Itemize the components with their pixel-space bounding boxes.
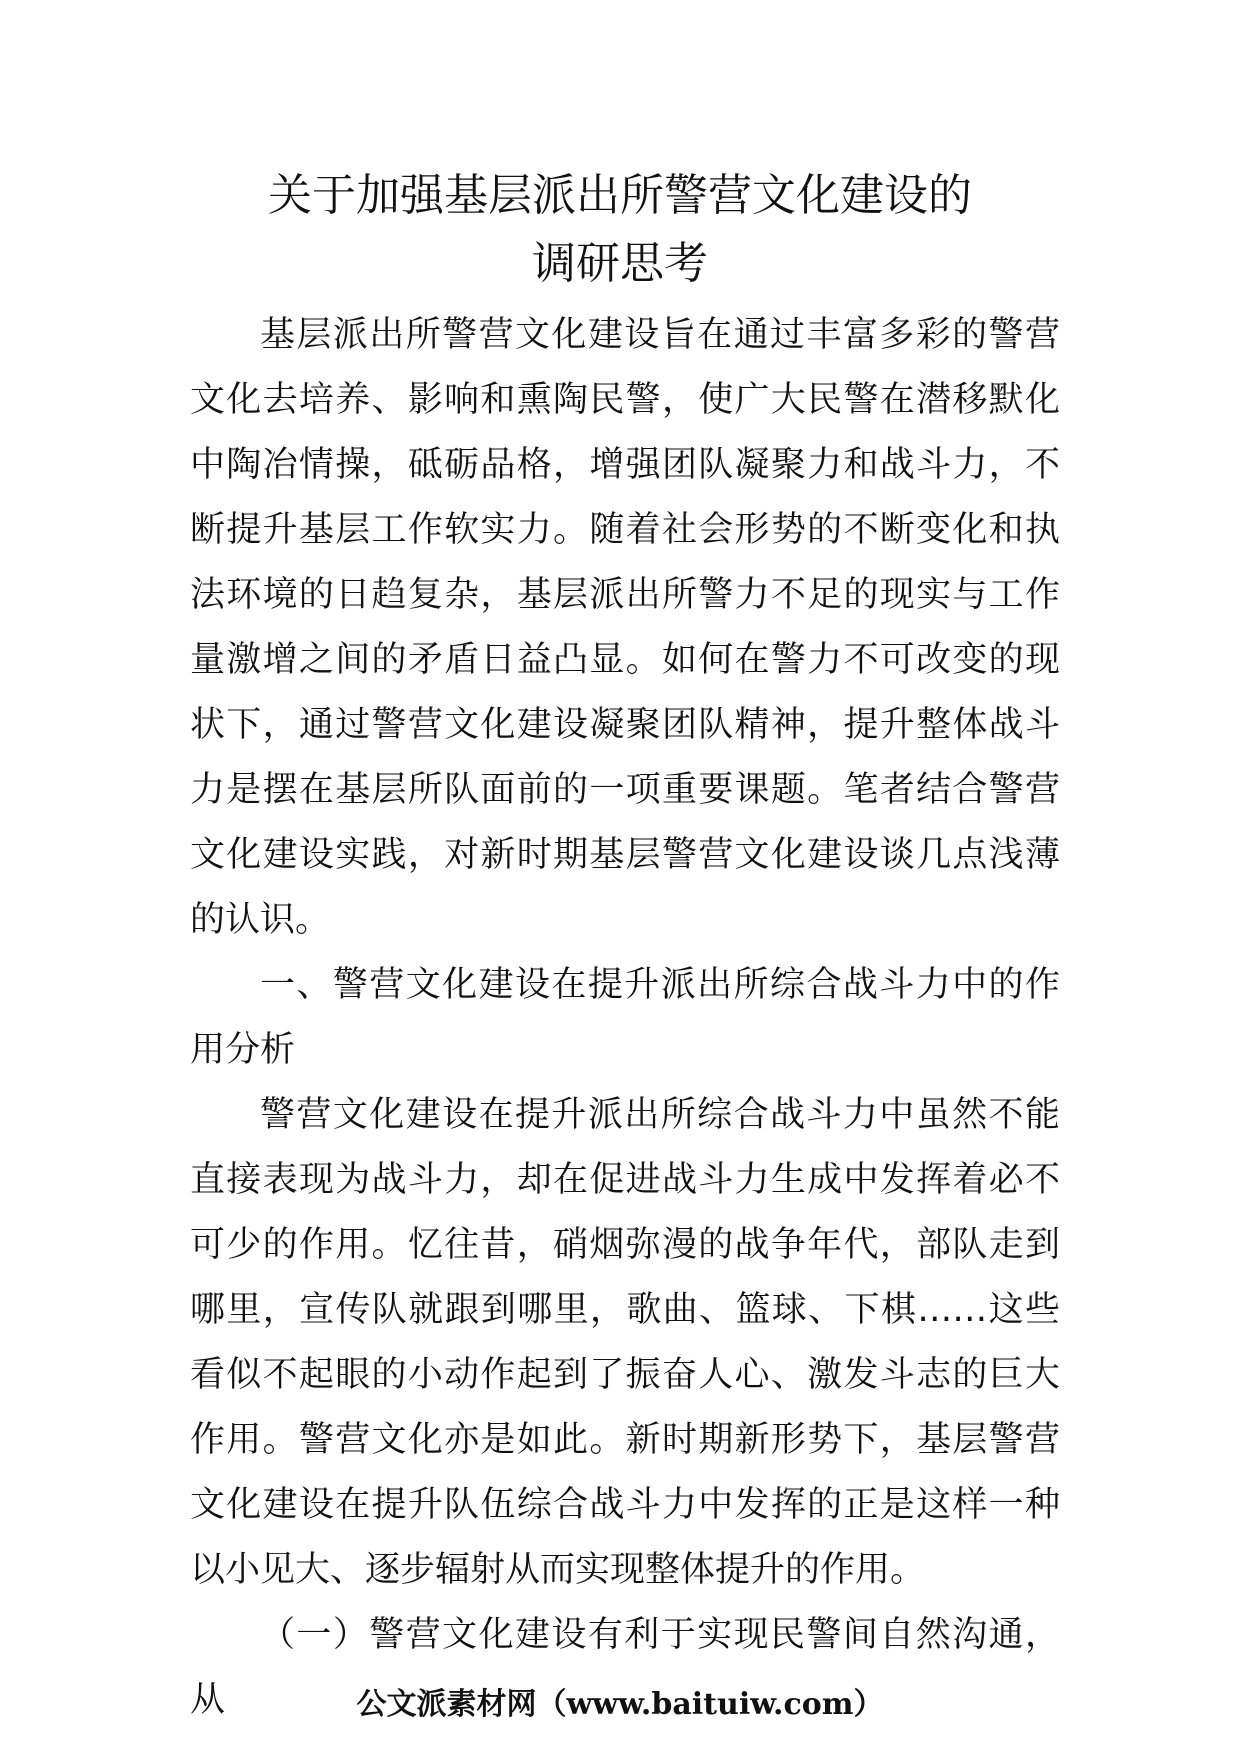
document-title-line-2: 调研思考 [532,238,708,289]
paragraph-analysis: 警营文化建设在提升派出所综合战斗力中虽然不能直接表现为战斗力，却在促进战斗力生成中发挥着必不可少的作用。忆往昔，硝烟弥漫的战争年代，部队走到哪里，宣传队就跟到哪里，歌曲、篮球、下棋……这些看似不起眼的小动作起到了振奋人心、激发斗志的巨大作用。警营文化亦是如此。新时期新形势下，基层警营文化建设在提升队伍综合战斗力中发挥的正是这样一种以小见大、逐步辐射从而实现整体提升的作用。 [190,1095,1060,1590]
document-title-line-1: 关于加强基层派出所警营文化建设的 [268,170,972,221]
watermark-footer: 公文派素材网（www.baituiw.com） [356,1687,884,1722]
section-heading-1: 一、警营文化建设在提升派出所综合战斗力中的作用分析 [190,965,1060,1070]
paragraph-intro: 基层派出所警营文化建设旨在通过丰富多彩的警营文化去培养、影响和熏陶民警，使广大民警在潜移默化中陶冶情操，砥砺品格，增强团队凝聚力和战斗力，不断提升基层工作软实力。随着社会形势的不断变化和执法环境的日趋复杂，基层派出所警力不足的现实与工作量激增之间的矛盾日益凸显。如何在警力不可改变的现状下，通过警营文化建设凝聚团队精神，提升整体战斗力是摆在基层所队面前的一项重要课题。笔者结合警营文化建设实践，对新时期基层警营文化建设谈几点浅薄的认识。 [190,315,1060,940]
document-body [190,303,1060,1733]
subsection-heading-1: （一）警营文化建设有利于实现民警间自然沟通，从 [190,1615,1060,1720]
